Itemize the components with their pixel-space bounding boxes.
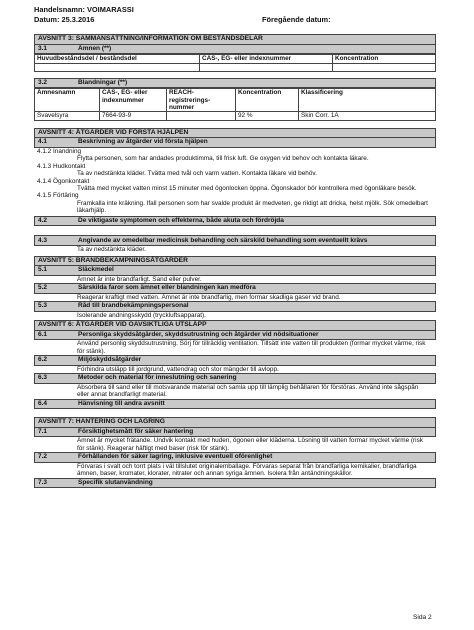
section-4-title: AVSNITT 4: ÅTGÄRDER VID FÖRSTA HJÄLPEN: [34, 128, 436, 139]
section-6-title: AVSNITT 6: ÅTGÄRDER VID OAVSIKTLIGA UTSLÄPP: [34, 320, 436, 331]
trade-name: Handelsnamn: VOIMARASSI: [34, 5, 134, 14]
section-3: [34, 34, 436, 121]
document-date: Datum: 25.3.2016: [34, 14, 95, 24]
sds-content: [34, 34, 436, 495]
table-row: Svavelsyra 7664-93-9 92 % Skin Corr. 1A: [35, 112, 436, 120]
subsection-6-1: 6.1 Personliga skyddsåtgärder, skyddsutrustning och åtgärder vid nödsituationer: [34, 331, 436, 341]
subsection-6-4: 6.4 Hänvisning till andra avsnitt: [34, 399, 436, 410]
first-aid-item: 4.1.3 Hudkontakt Ta av nedstänkta kläder. Tvätta med tvål och varm vatten. Kontakta läkare vid behöv.: [37, 162, 317, 178]
document-header: [34, 5, 134, 24]
subsection-3-2: 3.2 Blandningar (**): [34, 78, 436, 89]
subsection-4-1: 4.1 Beskrivning av åtgärder vid första hjälpen: [34, 138, 436, 148]
subsection-4-2: 4.2 De viktigaste symptomen och effekterna, både akuta och fördröjda: [34, 216, 436, 227]
section-4: [34, 128, 436, 254]
section-6: AVSNITT 6: ÅTGÄRDER VID OAVSIKTLIGA UTSLÄPP 6.1 Personliga skyddsåtgärder, skyddsutrustning och åtgärder vid nödsituationer Använd personlig skyddsutrustning. Sörj för tillräcklig ventilation. Tillsätt inte vatten till produkten (formar mycket värme, risk för stänk). 6.2 Miljöskyddsåtgärder Förhindra utsläpp till jordgrund, vattendrag och stor mängder till avlopp. 6.3 Metoder och material för inneslutning och sanering Absorbera till sand eller till motsvarande material och samla upp till lämplig behållaren för förstöras. Använd inte sågspån eller annat brandfarligt material. 6.4 Hänvisning till andra avsnitt: [34, 320, 436, 409]
section-5-title: AVSNITT 5: BRANDBEKÄMPNINGSÅTGÄRDER: [34, 256, 436, 267]
section-3-title: AVSNITT 3: SAMMANSÄTTNING/INFORMATION OM BESTÅNDSDELAR: [34, 34, 436, 45]
subsection-6-3: 6.3 Metoder och material för inneslutning och sanering: [34, 373, 436, 384]
subsection-7-2: 7.2 Förhållanden för säker lagring, inklusive eventuell oförenlighet: [34, 452, 436, 463]
section-7: AVSNITT 7: HANTERING OCH LAGRING 7.1 Försiktighetsmått för säker hantering Ämnet är mycket frätande. Undvik kontakt med huden, ögonen eller kläderna. Lösning till vatten formar mycket värme (risk för stänk). Reagerar häftigt med baser (risk för stänk). 7.2 Förhållanden för säker lagring, inklusive eventuell oförenlighet Förvaras i svalt och torrt plats i väl tillslutet originalemballage. Förvaras separat från brandfarliga kemikalier, brandfarliga ämnen, baser, kromater, klorater, nitrater och annan syriga ämnen. Isolera från antändningskällor. 7.3 Specifik slutanvändning: [34, 417, 436, 488]
mixtures-table: [34, 88, 436, 121]
subsection-4-3-text: Ta av nedstänkta kläder.: [77, 246, 146, 254]
subsection-3-1: 3.1 Ämnen (**): [34, 45, 436, 55]
table-row: [35, 63, 436, 71]
section-5: AVSNITT 5: BRANDBEKÄMPNINGSÅTGÄRDER 5.1 Släckmedel Ämnet är inte brandfarligt. Sand eller pulver. 5.2 Särskilda faror som ämnet eller blandningen kan medföra Reagerar kraftigt med vatten. Ämnet är inte brandfarlig, men formar skadliga gaser vid brand. 5.3 Råd till brandbekämpningspersonal Isolerande andningsskydd (tryckluftsapparat).: [34, 256, 436, 320]
page-number: Sida 2: [413, 614, 432, 621]
substances-table: [34, 54, 436, 71]
subsection-7-1: 7.1 Försiktighetsmått för säker hantering: [34, 428, 436, 438]
table-header-row: Huvudbeståndsdel / beståndsdel CAS-, EG- eller indexnummer Koncentration: [35, 55, 436, 63]
section-7-title: AVSNITT 7: HANTERING OCH LAGRING: [34, 417, 436, 428]
first-aid-item: 4.1.5 Förtäring Framkalla inte kräkning. Ifall personen som har svalde produkt är medveten, ge riktigt att dricka, helst mjölk. Sök omedelbart läkarhjälp.: [37, 192, 428, 215]
subsection-5-2: 5.2 Särskilda faror som ämnet eller blandningen kan medföra: [34, 283, 436, 294]
subsection-4-3: 4.3 Angivande av omedelbar medicinsk behandling och särskild behandling som eventuellt krävs: [34, 235, 436, 246]
first-aid-item: 4.1.4 Ögonkontakt Tvätta med mycket vatten minst 15 minuter med ögonlocken öppna. Ögonskador bör kontrollera med ögonläkare besök.: [37, 177, 417, 193]
subsection-6-2: 6.2 Miljöskyddsåtgärder: [34, 355, 436, 366]
subsection-5-1: 5.1 Släckmedel: [34, 266, 436, 276]
subsection-5-3: 5.3 Råd till brandbekämpningspersonal: [34, 301, 436, 312]
table-header-row: Ämnesnamn CAS-, EG- eller indexnummer REACH-registrerings-nummer Koncentration Klassificering: [35, 89, 436, 112]
previous-date: Föregående datum:: [262, 14, 331, 24]
first-aid-item: 4.1.2 Inandning Flytta personen, som har andades produktimma, till frisk luft. Ge oxygen vid behov och kontakta läkare.: [37, 148, 369, 163]
subsection-7-3: 7.3 Specifik slutanvändning: [34, 478, 436, 489]
